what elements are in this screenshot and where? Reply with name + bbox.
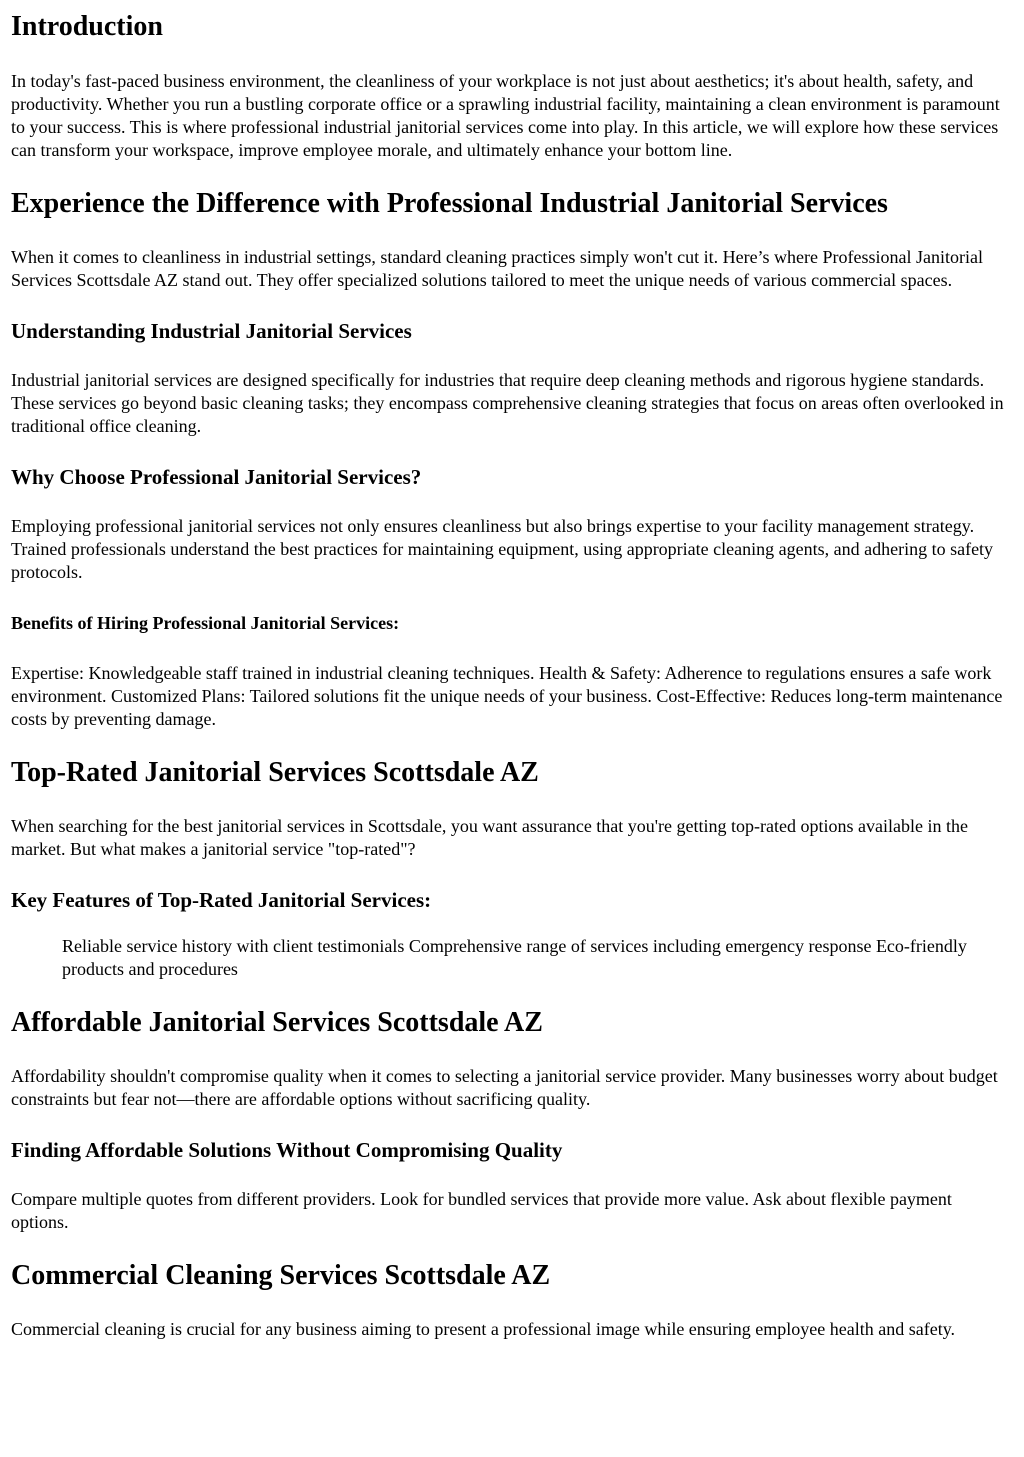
heading-why-choose: Why Choose Professional Janitorial Services?	[11, 465, 422, 489]
paragraph-benefits: Expertise: Knowledgeable staff trained in industrial cleaning techniques. Health & Safety: Adherence to regulations ensures a safe work environment. Customized Plans: Tailored solutions fit the unique needs of your business. Cost-Effective: Reduces long-term maintenance costs by preventing damage.	[11, 663, 1003, 729]
paragraph-top-rated: When searching for the best janitorial services in Scottsdale, you want assurance that you're getting top-rated options available in the market. But what makes a janitorial service "top-rated"?	[11, 816, 968, 859]
heading-finding-affordable: Finding Affordable Solutions Without Compromising Quality	[11, 1138, 563, 1162]
paragraph-commercial-cleaning: Commercial cleaning is crucial for any business aiming to present a professional image while ensuring employee health and safety.	[11, 1319, 956, 1339]
blockquote-key-features: Reliable service history with client testimonials Comprehensive range of services including emergency response Eco-friendly products and procedures	[62, 936, 967, 979]
heading-benefits: Benefits of Hiring Professional Janitorial Services:	[11, 613, 400, 633]
paragraph-why-choose: Employing professional janitorial services not only ensures cleanliness but also brings expertise to your facility management strategy. Trained professionals understand the best practices for maintaining equipment, using appropriate cleaning agents, and adhering to safety protocols.	[11, 516, 994, 582]
paragraph-affordable: Affordability shouldn't compromise quality when it comes to selecting a janitorial service provider. Many businesses worry about budget constraints but fear not—there are affordable options without sacrificing quality.	[11, 1066, 998, 1109]
heading-key-features: Key Features of Top-Rated Janitorial Services:	[11, 888, 432, 912]
heading-commercial-cleaning: Commercial Cleaning Services Scottsdale AZ	[11, 1260, 551, 1291]
heading-introduction: Introduction	[11, 11, 163, 42]
paragraph-experience-difference: When it comes to cleanliness in industrial settings, standard cleaning practices simply won't cut it. Here’s where Professional Janitorial Services Scottsdale AZ stand out. They offer specialized solutions tailored to meet the unique needs of various commercial spaces.	[11, 247, 983, 290]
paragraph-understanding-services: Industrial janitorial services are designed specifically for industries that require deep cleaning methods and rigorous hygiene standards. These services go beyond basic cleaning tasks; they encompass comprehensive cleaning strategies that focus on areas often overlooked in traditional office cleaning.	[11, 370, 1004, 436]
heading-understanding-services: Understanding Industrial Janitorial Services	[11, 319, 412, 343]
paragraph-finding-affordable: Compare multiple quotes from different providers. Look for bundled services that provide more value. Ask about flexible payment options.	[11, 1189, 952, 1232]
heading-top-rated: Top-Rated Janitorial Services Scottsdale AZ	[11, 757, 539, 788]
paragraph-introduction: In today's fast-paced business environment, the cleanliness of your workplace is not just about aesthetics; it's about health, safety, and productivity. Whether you run a bustling corporate office or a sprawling industrial facility, maintaining a clean environment is paramount to your success. This is where professional industrial janitorial services come into play. In this article, we will explore how these services can transform your workspace, improve employee morale, and ultimately enhance your bottom line.	[11, 71, 1000, 160]
heading-affordable: Affordable Janitorial Services Scottsdale AZ	[11, 1007, 543, 1038]
heading-experience-difference: Experience the Difference with Professional Industrial Janitorial Services	[11, 188, 888, 219]
